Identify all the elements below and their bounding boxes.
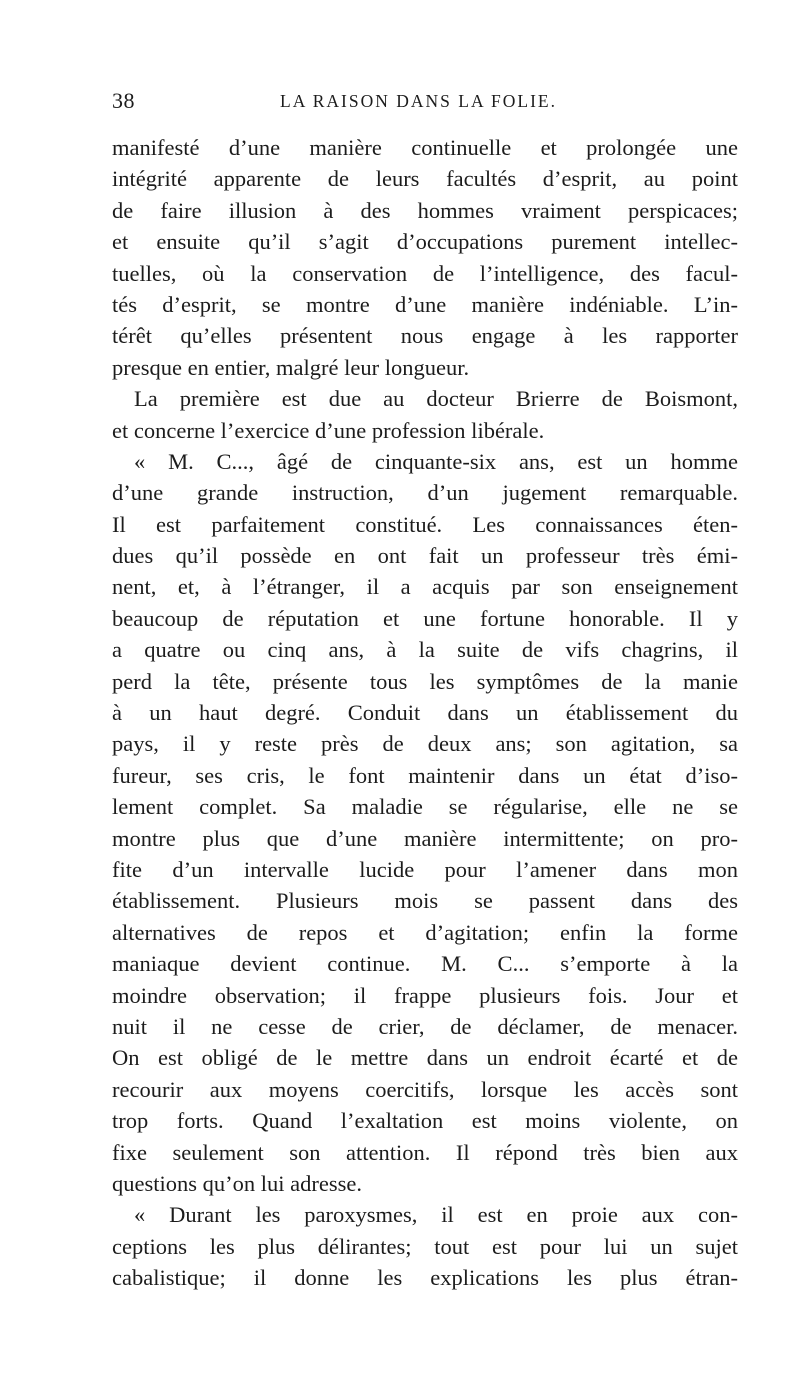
text-line: de faire illusion à des hommes vraiment perspicaces;	[112, 197, 738, 223]
text-line: fixe seulement son attention. Il répond très bien aux	[112, 1139, 738, 1165]
text-line: ceptions les plus délirantes; tout est pour lui un sujet	[112, 1233, 738, 1259]
running-head	[112, 88, 738, 118]
text-line: « Durant les paroxysmes, il est en proie aux con-	[134, 1202, 738, 1228]
text-line: et ensuite qu’il s’agit d’occupations purement intellec-	[112, 229, 738, 255]
text-line: « M. C..., âgé de cinquante-six ans, est un homme	[134, 448, 738, 474]
text-line: cabalistique; il donne les explications les plus étran-	[112, 1265, 738, 1291]
text-line: établissement. Plusieurs mois se passent dans des	[112, 888, 738, 914]
text-line: tuelles, où la conservation de l’intelligence, des facul-	[112, 260, 738, 286]
text-line: montre plus que d’une manière intermittente; on pro-	[112, 825, 738, 851]
text-line: Il est parfaitement constitué. Les connaissances éten-	[112, 511, 738, 537]
text-line: tés d’esprit, se montre d’une manière indéniable. L’in-	[112, 291, 738, 317]
text-line: La première est due au docteur Brierre de Boismont,	[134, 386, 738, 412]
text-line: perd la tête, présente tous les symptômes de la manie	[112, 668, 738, 694]
text-line: nent, et, à l’étranger, il a acquis par son enseignement	[112, 574, 738, 600]
text-line: recourir aux moyens coercitifs, lorsque les accès sont	[112, 1076, 738, 1102]
text-line: presque en entier, malgré leur longueur.	[112, 354, 470, 380]
text-line: intégrité apparente de leurs facultés d’esprit, au point	[112, 166, 738, 192]
text-line: pays, il y reste près de deux ans; son agitation, sa	[112, 731, 738, 757]
text-line: moindre observation; il frappe plusieurs fois. Jour et	[112, 982, 738, 1008]
text-line: térêt qu’elles présentent nous engage à les rapporter	[112, 323, 738, 349]
text-line: fureur, ses cris, le font maintenir dans un état d’iso-	[112, 762, 738, 788]
text-line: maniaque devient continue. M. C... s’emporte à la	[112, 951, 738, 977]
text-line: fite d’un intervalle lucide pour l’amener dans mon	[112, 856, 738, 882]
text-line: questions qu’on lui adresse.	[112, 1170, 362, 1196]
text-line: alternatives de repos et d’agitation; enfin la forme	[112, 919, 738, 945]
body-text	[112, 132, 738, 1293]
page-number: 38	[112, 88, 135, 113]
text-line: dues qu’il possède en ont fait un professeur très émi-	[112, 543, 738, 569]
text-line: beaucoup de réputation et une fortune honorable. Il y	[112, 605, 738, 631]
text-line: manifesté d’une manière continuelle et prolongée une	[112, 135, 738, 160]
text-line: et concerne l’exercice d’une profession libérale.	[112, 417, 545, 443]
text-line: d’une grande instruction, d’un jugement remarquable.	[112, 480, 738, 506]
text-line: nuit il ne cesse de crier, de déclamer, de menacer.	[112, 1013, 738, 1039]
text-line: a quatre ou cinq ans, à la suite de vifs chagrins, il	[112, 637, 738, 663]
text-line: trop forts. Quand l’exaltation est moins violente, on	[112, 1108, 738, 1134]
text-line: On est obligé de le mettre dans un endroit écarté et de	[112, 1045, 738, 1071]
text-line: à un haut degré. Conduit dans un établissement du	[112, 700, 738, 726]
running-title: LA RAISON DANS LA FOLIE.	[280, 91, 557, 111]
text-line: lement complet. Sa maladie se régularise, elle ne se	[112, 794, 738, 820]
